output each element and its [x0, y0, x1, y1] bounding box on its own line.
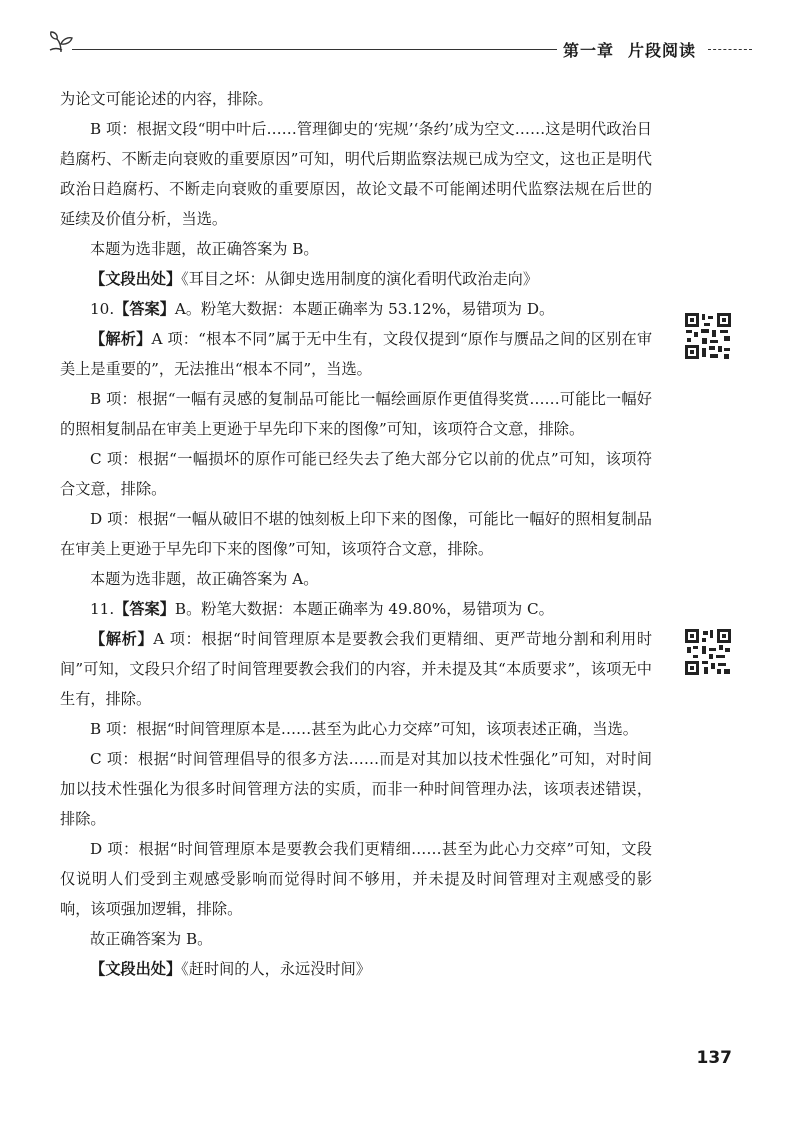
paragraph: B 项：根据“一幅有灵感的复制品可能比一幅绘画原作更值得奖赏……可能比一幅好的照相复制品在审美上更逊于早先印下来的图像”可知，该项符合文意，排除。: [60, 390, 652, 438]
paragraph: 本题为选非题，故正确答案为 B。: [90, 240, 319, 258]
source-line: 【文段出处】《赶时间的人，永远没时间》: [90, 960, 371, 978]
qr-code-icon[interactable]: [684, 628, 732, 676]
paragraph: 本题为选非题，故正确答案为 A。: [90, 570, 319, 588]
answer-line: 10.【答案】A。粉笔大数据：本题正确率为 53.12%，易错项为 D。: [90, 300, 555, 318]
page-header: [48, 24, 752, 64]
paragraph: D 项：根据“时间管理原本是要教会我们更精细……甚至为此心力交瘁”可知，文段仅说明人们受到主观感受影响而觉得时间不够用，并未提及时间管理对主观感受的影响，该项强加逻辑，排除。: [60, 840, 652, 918]
qr-code-icon[interactable]: [684, 312, 732, 360]
chapter-title: 第一章 片段阅读: [557, 38, 702, 61]
header-rule-dashed: [708, 49, 752, 50]
paragraph: C 项：根据“一幅损坏的原作可能已经失去了绝大部分它以前的优点”可知，该项符合文意，排除。: [60, 450, 652, 498]
paragraph: B 项：根据文段“明中叶后……管理御史的‘宪规’‘条约’成为空文……这是明代政治日趋腐朽、不断走向衰败的重要原因”可知，明代后期监察法规已成为空文，这也正是明代政治日趋腐朽、不断走向衰败的重要原因，故论文最不可能阐述明代监察法规在后世的延续及价值分析，当选。: [60, 120, 652, 228]
paragraph: 故正确答案为 B。: [90, 930, 213, 948]
sprout-icon: [48, 30, 74, 54]
page-content: [60, 84, 652, 984]
source-tag: 【文段出处】: [90, 960, 182, 978]
source-tag: 【文段出处】: [90, 270, 182, 288]
paragraph: C 项：根据“时间管理倡导的很多方法……而是对其加以技术性强化”可知，对时间加以技术性强化为很多时间管理方法的实质，而非一种时间管理办法，该项表述错误，排除。: [60, 750, 652, 828]
analysis-line: 【解析】A 项：根据“时间管理原本是要教会我们更精细、更严苛地分割和利用时间”可知，文段只介绍了时间管理要教会我们的内容，并未提及其“本质要求”，该项无中生有，排除。: [60, 630, 653, 708]
analysis-tag: 【解析】: [90, 630, 154, 648]
answer-line: 11.【答案】B。粉笔大数据：本题正确率为 49.80%，易错项为 C。: [90, 600, 554, 618]
paragraph: 为论文可能论述的内容，排除。: [60, 90, 273, 108]
source-line: 【文段出处】《耳目之坏：从御史选用制度的演化看明代政治走向》: [90, 270, 539, 288]
header-rule: [72, 49, 582, 50]
paragraph: B 项：根据“时间管理原本是……甚至为此心力交瘁”可知，该项表述正确，当选。: [90, 720, 638, 738]
paragraph: D 项：根据“一幅从破旧不堪的蚀刻板上印下来的图像，可能比一幅好的照相复制品在审美上更逊于早先印下来的图像”可知，该项符合文意，排除。: [60, 510, 652, 558]
page-number: 137: [696, 1048, 732, 1068]
analysis-line: 【解析】A 项：“根本不同”属于无中生有，文段仅提到“原作与赝品之间的区别在审美上是重要的”，无法推出“根本不同”，当选。: [60, 330, 653, 378]
answer-tag: 【答案】: [114, 600, 175, 618]
answer-tag: 【答案】: [114, 300, 175, 318]
analysis-tag: 【解析】: [90, 330, 152, 348]
